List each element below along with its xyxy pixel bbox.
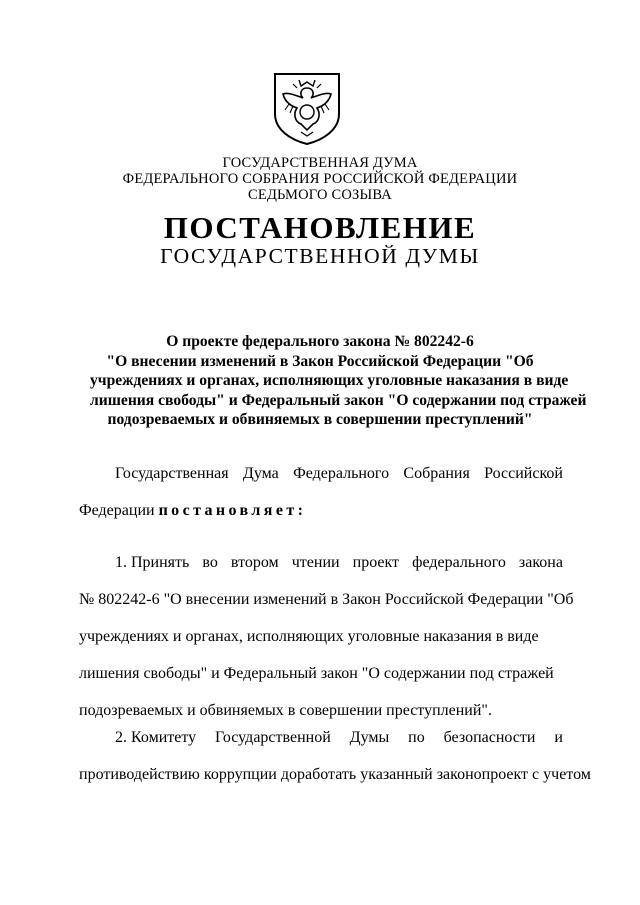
subject-line: учреждениях и органах, исполняющих уголовные наказания в виде: [90, 372, 569, 389]
document-subtitle: ГОСУДАРСТВЕННОЙ ДУМЫ: [160, 244, 480, 268]
word: федерального: [412, 554, 506, 571]
preamble-line: [79, 501, 563, 521]
word: 2. Комитету: [115, 729, 197, 746]
org-line-2: ФЕДЕРАЛЬНОГО СОБРАНИЯ РОССИЙСКОЙ ФЕДЕРАЦИИ: [122, 171, 518, 187]
org-line-3: СЕДЬМОГО СОЗЫВА: [248, 187, 392, 203]
item-2-line: противодействию коррупции доработать указанный законопроект с учетом: [79, 766, 591, 783]
subject-line: О проекте федерального закона № 802242-6: [166, 333, 474, 350]
word: проект: [352, 554, 400, 571]
item-2-paragraph: [79, 728, 591, 785]
item-1-line: [79, 553, 563, 573]
item-1-paragraph: [79, 553, 574, 721]
word: Федерального: [293, 465, 390, 482]
subject-line: "О внесении изменений в Закон Российской Федерации "Об: [106, 352, 534, 370]
word: Российской: [484, 465, 563, 482]
state-emblem-icon: [271, 70, 343, 146]
word: Государственной: [215, 729, 331, 746]
word: Дума: [242, 465, 279, 482]
item-2-line: [79, 728, 563, 748]
word: во: [202, 554, 218, 571]
subject-block: [90, 332, 587, 430]
word: Думы: [349, 729, 390, 746]
word: втором: [230, 554, 279, 571]
preamble-paragraph: [79, 464, 563, 521]
word: Собрания: [403, 465, 470, 482]
preamble-line: [79, 464, 563, 484]
word: и: [554, 729, 563, 746]
subject-line: лишения свободы" и Федеральный закон "О содержании под стражей: [90, 391, 587, 409]
word: по: [408, 729, 425, 746]
item-1-line: учреждениях и органах, исполняющих уголовные наказания в виде: [79, 628, 539, 645]
document-title: ПОСТАНОВЛЕНИЕ: [163, 210, 477, 245]
word: безопасности: [443, 729, 536, 746]
word: Государственная: [115, 465, 229, 482]
preamble-text: Федерации: [79, 502, 159, 519]
item-1-line: № 802242-6 "О внесении изменений в Закон Российской Федерации "Об: [79, 591, 574, 608]
resolves-word: постановляет:: [158, 502, 307, 519]
org-line-1: ГОСУДАРСТВЕННАЯ ДУМА: [222, 155, 418, 171]
word: чтении: [291, 554, 340, 571]
item-1-line: лишения свободы" и Федеральный закон "О содержании под стражей: [79, 665, 554, 682]
word: 1. Принять: [115, 554, 190, 571]
word: закона: [518, 554, 563, 571]
subject-line: подозреваемых и обвиняемых в совершении преступлений": [107, 411, 533, 428]
item-1-line: подозреваемых и обвиняемых в совершении преступлений".: [79, 702, 492, 719]
